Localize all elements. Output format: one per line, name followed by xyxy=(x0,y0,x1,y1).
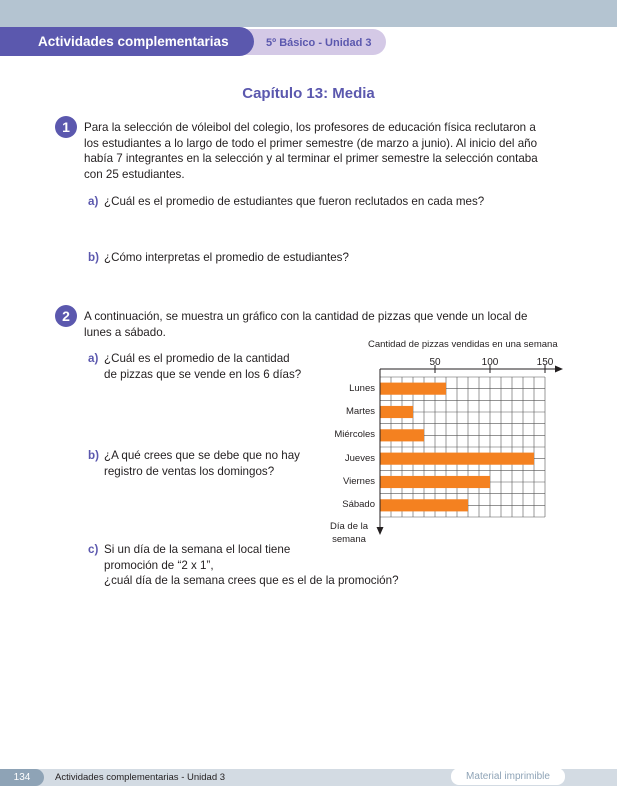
header-title: Actividades complementarias xyxy=(38,34,229,49)
problem-1-statement xyxy=(84,120,538,182)
category-label: Viernes xyxy=(342,476,375,487)
x-axis-arrow xyxy=(555,366,563,373)
pizza-sales-chart xyxy=(320,335,580,550)
problem-1-badge: 1 xyxy=(55,116,77,138)
question-label: a) xyxy=(88,195,99,208)
problem-2-line: lunes a sábado. xyxy=(84,325,166,339)
problem-2-badge: 2 xyxy=(55,305,77,327)
problem-1-line: había 7 integrantes en la selección y al terminar el primer semestre la selección contaba xyxy=(84,152,538,165)
question-text: ¿Cómo interpretas el promedio de estudiantes? xyxy=(104,251,349,264)
problem-1-line: con 25 estudiantes. xyxy=(84,167,185,181)
y-axis-title-line: semana xyxy=(332,534,366,545)
x-tick-label: 100 xyxy=(481,357,499,368)
bar-viernes xyxy=(380,476,490,488)
question-label: a) xyxy=(88,352,99,365)
category-label: Jueves xyxy=(344,452,375,464)
printable-material-badge: Material imprimible xyxy=(451,768,565,785)
problem-2-line: A continuación, se muestra un gráfico con la cantidad de pizzas que vende un local de xyxy=(84,310,528,323)
header-subtitle: 5º Básico - Unidad 3 xyxy=(266,37,372,49)
question-text: Si un día de la semana el local tiene xyxy=(104,543,291,556)
category-label: Miércoles xyxy=(334,429,375,441)
bar-jueves xyxy=(380,453,534,465)
question-text: registro de ventas los domingos? xyxy=(104,464,275,478)
question-label: b) xyxy=(88,449,99,462)
chapter-title: Capítulo 13: Media xyxy=(242,85,375,102)
chart-title: Cantidad de pizzas vendidas en una semana xyxy=(368,339,558,350)
bar-miércoles xyxy=(380,429,424,441)
y-axis-arrow xyxy=(377,527,384,535)
y-axis-title-line: Día de la xyxy=(329,521,369,532)
question-text: ¿Cuál es el promedio de estudiantes que fueron reclutados en cada mes? xyxy=(104,195,485,208)
question-label: c) xyxy=(88,543,99,556)
category-label: Martes xyxy=(345,406,375,417)
bar-lunes xyxy=(380,383,446,395)
bar-martes xyxy=(380,406,413,418)
question-text: ¿Cuál es el promedio de la cantidad xyxy=(104,352,290,365)
bar-sábado xyxy=(380,499,468,511)
question-label: b) xyxy=(88,251,99,264)
x-tick-label: 50 xyxy=(429,357,441,368)
x-tick-label: 150 xyxy=(536,357,554,368)
question-text: ¿cuál día de la semana crees que es el de la promoción? xyxy=(104,574,399,587)
question-text: ¿A qué crees que se debe que no hay xyxy=(104,449,300,462)
category-label: Sábado xyxy=(342,499,375,511)
category-label: Lunes xyxy=(349,382,375,394)
problem-1-line: los estudiantes a lo largo de todo el primer semestre (de marzo a junio). Al inicio del año xyxy=(84,136,538,150)
page-number: 134 xyxy=(0,769,44,786)
footer-text: Actividades complementarias - Unidad 3 xyxy=(55,772,226,783)
question-text: de pizzas que se vende en los 6 días? xyxy=(104,367,302,381)
top-band xyxy=(0,0,617,27)
question-text: promoción de “2 x 1”, xyxy=(104,558,214,572)
chart-plot xyxy=(320,335,580,550)
problem-1-line: Para la selección de vóleibol del colegio, los profesores de educación física reclutaron a xyxy=(84,121,536,134)
